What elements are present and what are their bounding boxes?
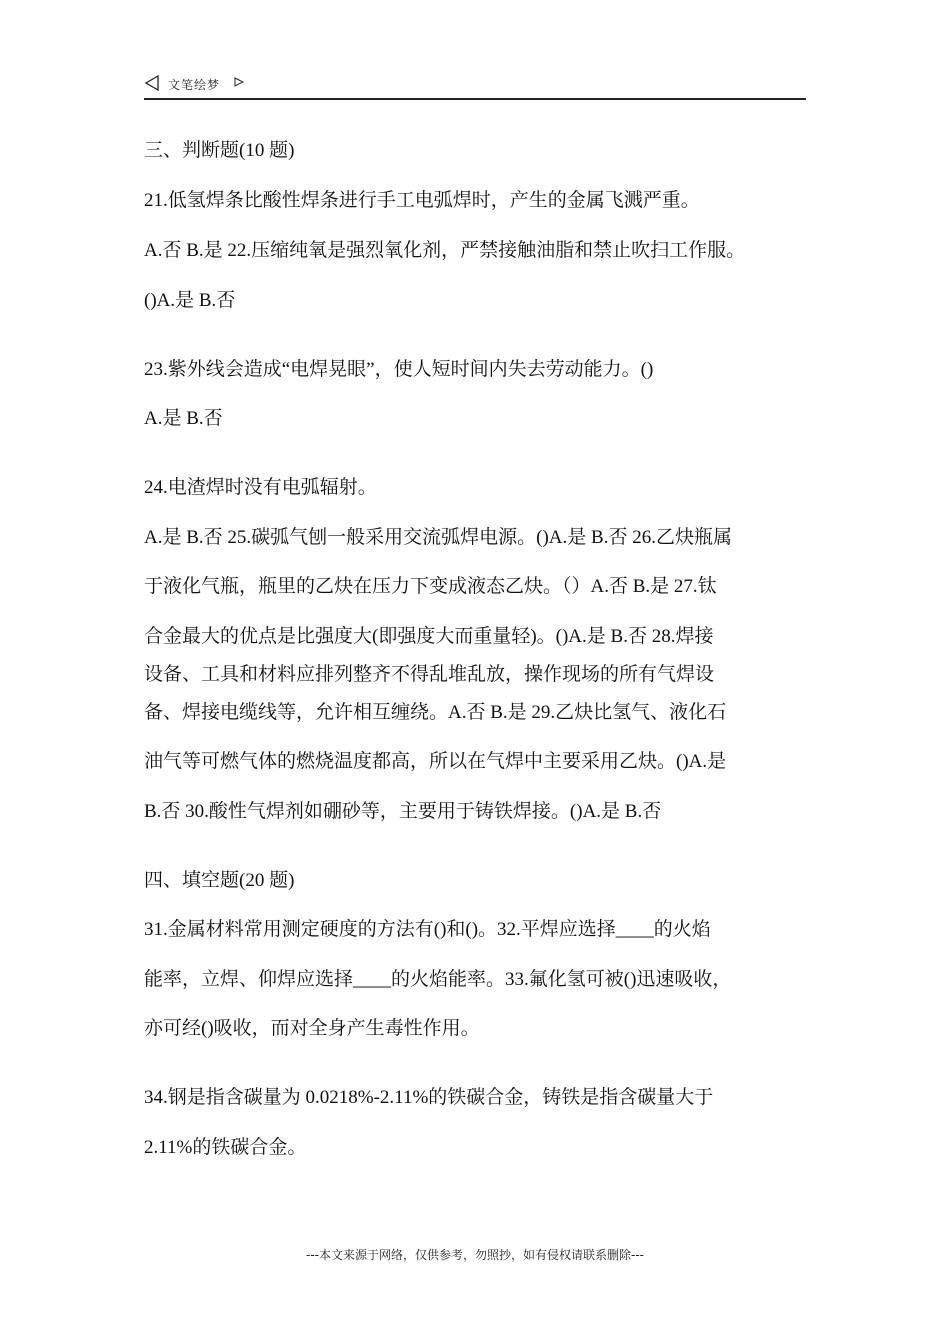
question-line: 设备、工具和材料应排列整齐不得乱堆乱放，操作现场的所有气焊设 <box>144 664 715 685</box>
question-line: 油气等可燃气体的燃烧温度都高，所以在气焊中主要采用乙炔。()A.是 <box>144 751 727 772</box>
brand-label: 文笔绘梦 <box>168 78 221 92</box>
triangle-right-icon <box>234 77 244 87</box>
question-line: 能率，立焊、仰焊应选择____的火焰能率。33.氟化氢可被()迅速吸收， <box>144 969 732 990</box>
question-line: A.是 B.否 25.碳弧气刨一般采用交流弧焊电源。()A.是 B.否 26.乙炔瓶属 <box>144 527 732 548</box>
question-line: 合金最大的优点是比强度大(即强度大而重量轻)。()A.是 B.否 28.焊接 <box>144 626 714 647</box>
triangle-left-icon <box>144 75 160 91</box>
section-heading-fill-blank: 四、填空题(20 题) <box>144 870 295 891</box>
section-heading-judgement: 三、判断题(10 题) <box>144 140 295 161</box>
question-line: ()A.是 B.否 <box>144 290 236 311</box>
question-line: 2.11%的铁碳合金。 <box>144 1137 307 1158</box>
question-line: B.否 30.酸性气焊剂如硼砂等，主要用于铸铁焊接。()A.是 B.否 <box>144 801 662 822</box>
disclaimer-footer: ---本文来源于网络，仅供参考，勿照抄，如有侵权请联系删除--- <box>306 1248 644 1262</box>
question-line: 备、焊接电缆线等，允许相互缠绕。A.否 B.是 29.乙炔比氢气、液化石 <box>144 702 727 723</box>
page-header <box>144 72 806 100</box>
question-line: 于液化气瓶，瓶里的乙炔在压力下变成液态乙炔。（）A.否 B.是 27.钛 <box>144 576 717 597</box>
question-line: 亦可经()吸收，而对全身产生毒性作用。 <box>144 1018 480 1039</box>
question-line: 31.金属材料常用测定硬度的方法有()和()。32.平焊应选择____的火焰 <box>144 919 711 940</box>
question-line: 24.电渣焊时没有电弧辐射。 <box>144 477 377 498</box>
question-line: A.否 B.是 22.压缩纯氧是强烈氧化剂，严禁接触油脂和禁止吹扫工作服。 <box>144 240 746 261</box>
question-line: 21.低氢焊条比酸性焊条进行手工电弧焊时，产生的金属飞溅严重。 <box>144 190 700 211</box>
question-line: 23.紫外线会造成“电焊晃眼”，使人短时间内失去劳动能力。() <box>144 359 654 380</box>
question-line: 34.钢是指含碳量为 0.0218%-2.11%的铁碳合金，铸铁是指含碳量大于 <box>144 1087 714 1108</box>
question-line: A.是 B.否 <box>144 408 223 429</box>
